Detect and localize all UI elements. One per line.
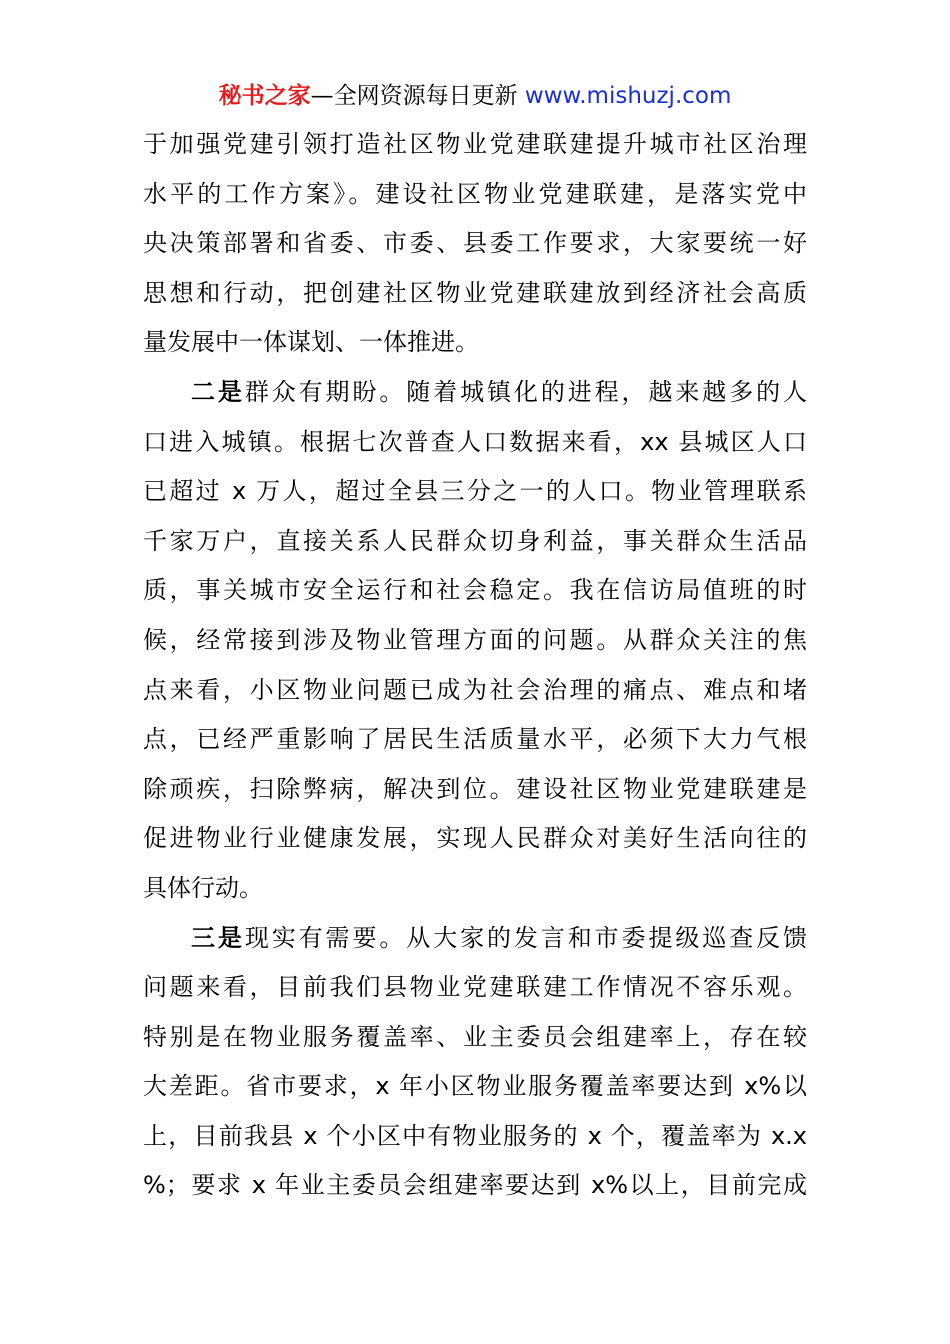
document-body xyxy=(143,120,807,1211)
text-line: 水平的工作方案》。建设社区物业党建联建，是落实党中 xyxy=(143,179,807,208)
text-line: 央决策部署和省委、市委、县委工作要求，大家要统一好 xyxy=(143,229,807,258)
site-tagline: —全网资源每日更新 xyxy=(310,83,525,109)
text-line: 量发展中一体谋划、一体推进。 xyxy=(143,328,479,357)
paragraph-lead: 三是 xyxy=(191,923,245,952)
text-line: 点，已经严重影响了居民生活质量水平，必须下大力气根 xyxy=(143,725,807,754)
text-line: 除顽疾，扫除弊病，解决到位。建设社区物业党建联建是 xyxy=(143,774,807,803)
text-line: 千家万户，直接关系人民群众切身利益，事关群众生活品 xyxy=(143,526,807,555)
text-line: %；要求 x 年业主委员会组建率要达到 x%以上，目前完成 xyxy=(143,1171,807,1200)
text-line: 口进入城镇。根据七次普查人口数据来看，xx 县城区人口 xyxy=(143,427,807,456)
text-line: 上，目前我县 x 个小区中有物业服务的 x 个，覆盖率为 x.x xyxy=(143,1121,807,1150)
text-line: 点来看，小区物业问题已成为社会治理的痛点、难点和堵 xyxy=(143,675,807,704)
site-brand: 秘书之家 xyxy=(218,83,311,109)
text-line-content: 现实有需要。从大家的发言和市委提级巡查反馈 xyxy=(244,923,808,952)
text-line: 已超过 x 万人，超过全县三分之一的人口。物业管理联系 xyxy=(143,477,807,506)
text-line: 促进物业行业健康发展，实现人民群众对美好生活向往的 xyxy=(143,824,807,853)
text-line: 质，事关城市安全运行和社会稳定。我在信访局值班的时 xyxy=(143,576,807,605)
text-line: 于加强党建引领打造社区物业党建联建提升城市社区治理 xyxy=(143,130,807,158)
site-header xyxy=(0,80,950,112)
text-line: 大差距。省市要求，x 年小区物业服务覆盖率要达到 x%以 xyxy=(143,1072,807,1101)
text-line: 具体行动。 xyxy=(143,873,263,902)
paragraph-2 xyxy=(143,368,807,914)
paragraph-1 xyxy=(143,120,807,368)
site-url-link[interactable]: www.mishuzj.com xyxy=(524,83,732,109)
text-line xyxy=(143,368,807,418)
text-line-content: 群众有期盼。随着城镇化的进程，越来越多的人 xyxy=(244,377,808,406)
text-line: 思想和行动，把创建社区物业党建联建放到经济社会高质 xyxy=(143,278,807,307)
text-line: 问题来看，目前我们县物业党建联建工作情况不容乐观。 xyxy=(143,973,807,1002)
text-line: 候，经常接到涉及物业管理方面的问题。从群众关注的焦 xyxy=(143,625,807,654)
text-line: 特别是在物业服务覆盖率、业主委员会组建率上，存在较 xyxy=(143,1022,807,1051)
paragraph-3 xyxy=(143,914,807,1212)
text-line xyxy=(143,914,807,964)
paragraph-lead: 二是 xyxy=(191,377,245,406)
